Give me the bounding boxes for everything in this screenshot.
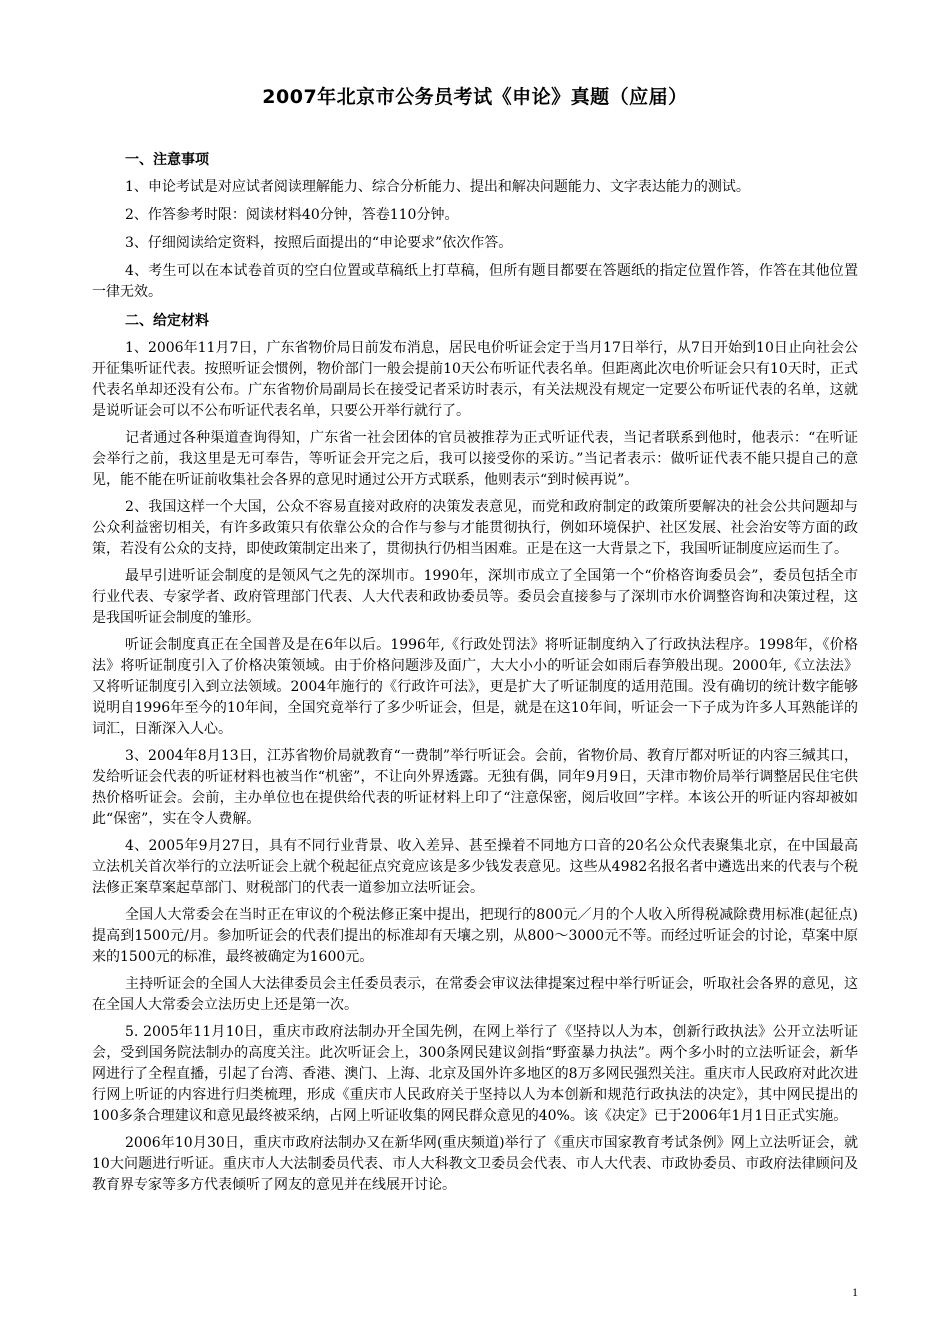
material-paragraph: 记者通过各种渠道查询得知，广东省一社会团体的官员被推荐为正式听证代表，当记者联系到他时，他表示：“在听证会举行之前，我这里是无可奉告，等听证会开完之后，我可以接受你的采访。”当记者表示：做听证代表不能只提自己的意见，能不能在听证前收集社会各界的意见时通过公开方式联系，他则表示“到时候再说”。 — [92, 430, 858, 488]
material-paragraph: 最早引进听证会制度的是领风气之先的深圳市。1990年，深圳市成立了全国第一个“价格咨询委员会”，委员包括全市行业代表、专家学者、政府管理部门代表、人大代表和政协委员等。委员会直接参与了深圳市水价调整咨询和决策过程，这是我国听证会制度的雏形。 — [92, 568, 858, 626]
material-paragraph: 听证会制度真正在全国普及是在6年以后。1996年,《行政处罚法》将听证制度纳入了行政执法程序。1998年，《价格法》将听证制度引入了价格决策领域。由于价格问题涉及面广，大大小小的听证会如雨后春笋般出现。2000年,《立法法》又将听证制度引入到立法领域。2004年施行的《行政许可法》，更是扩大了听证制度的适用范围。没有确切的统计数字能够说明自1996年至今的10年间，全国究竟举行了多少听证会，但是，就是在这10年间，听证会一下子成为许多人耳熟能详的词汇，日渐深入人心。 — [92, 637, 858, 737]
note-item: 4、考生可以在本试卷首页的空白位置或草稿纸上打草稿，但所有题目都要在答题纸的指定位置作答，作答在其他位置一律无效。 — [92, 263, 858, 300]
note-item: 1、申论考试是对应试者阅读理解能力、综合分析能力、提出和解决问题能力、文字表达能力的测试。 — [125, 179, 750, 195]
material-paragraph: 主持听证会的全国人大法律委员会主任委员表示，在常委会审议法律提案过程中举行听证会，听取社会各界的意见，这在全国人大常委会立法历史上还是第一次。 — [92, 976, 858, 1013]
page-number: 1 — [852, 1285, 858, 1299]
material-paragraph: 全国人大常委会在当时正在审议的个税法修正案中提出，把现行的800元／月的个人收入所得税减除费用标准(起征点)提高到1500元/月。参加听证会的代表们提出的标准却有天壤之别，从800～3000元不等。而经过听证会的讨论，草案中原来的1500元的标准，最终被确定为1600元。 — [92, 907, 858, 965]
material-paragraph: 1、2006年11月7日，广东省物价局日前发布消息，居民电价听证会定于当月17日举行，从7日开始到10日止向社会公开征集听证代表。按照听证会惯例，物价部门一般会提前10天公布听证代表名单。但距离此次电价听证会只有10天时，正式代表名单却还没有公布。广东省物价局副局长在接受记者采访时表示，有关法规没有规定一定要公布听证代表的名单，这就是说听证会可以不公布听证代表名单，只要公开举行就行了。 — [92, 340, 858, 419]
document-title: 2007年北京市公务员考试《申论》真题（应届） — [262, 86, 688, 108]
note-item: 2、作答参考时限：阅读材料40分钟，答卷110分钟。 — [125, 207, 459, 223]
material-paragraph: 3、2004年8月13日，江苏省物价局就教育“一费制”举行听证会。会前，省物价局、教育厅都对听证的内容三缄其口，发给听证会代表的听证材料也被当作“机密”，不让向外界透露。无独有偶，同年9月9日，天津市物价局举行调整居民住宅供热价格听证会。会前，主办单位也在提供给代表的听证材料上印了“注意保密，阅后收回”字样。本该公开的听证内容却被如此“保密”，实在令人费解。 — [92, 748, 858, 827]
section-heading-notes: 一、注意事项 — [125, 152, 209, 168]
section-notes — [92, 149, 858, 303]
material-paragraph: 2006年10月30日，重庆市政府法制办又在新华网(重庆频道)举行了《重庆市国家教育考试条例》网上立法听证会，就10大问题进行听证。重庆市人大法制委员代表、市人大科教文卫委员会代表、市人大代表、市政协委员、市政府法律顾问及教育界专家等多方代表倾听了网友的意见并在线展开讨论。 — [92, 1135, 858, 1193]
section-heading-materials: 二、给定材料 — [125, 313, 209, 329]
note-item: 3、仔细阅读给定资料，按照后面提出的“申论要求”依次作答。 — [125, 235, 513, 251]
material-paragraph: 4、2005年9月27日，具有不同行业背景、收入差异、甚至操着不同地方口音的20名公众代表聚集北京，在中国最高立法机关首次举行的立法听证会上就个税起征点究竟应该是多少钱发表意见。这些从4982名报名者中遴选出来的代表与个税法修正案草案起草部门、财税部门的代表一道参加立法听证会。 — [92, 838, 858, 896]
material-paragraph: 5. 2005年11月10日，重庆市政府法制办开全国先例，在网上举行了《坚持以人为本，创新行政执法》公开立法听证会，受到国务院法制办的高度关注。此次听证会上，300条网民建议剑指“野蛮暴力执法”。两个多小时的立法听证会，新华网进行了全程直播，引起了台湾、香港、澳门、上海、北京及国外许多地区的8万多网民强烈关注。重庆市人民政府对此次进行网上听证的内容进行归类梳理，形成《重庆市人民政府关于坚持以人为本创新和规范行政执法的决定》，其中网民提出的100多条合理建议和意见最终被采纳，占网上听证收集的网民群众意见的40%。该《决定》已于2006年1月1日正式实施。 — [92, 1024, 858, 1124]
material-paragraph: 2、我国这样一个大国，公众不容易直接对政府的决策发表意见，而党和政府制定的政策所要解决的社会公共问题却与公众利益密切相关，有许多政策只有依靠公众的合作与参与才能贯彻执行，例如环境保护、社区发展、社会治安等方面的政策，若没有公众的支持，即使政策制定出来了，贯彻执行仍相当困难。正是在这一大背景之下，我国听证制度应运而生了。 — [92, 499, 858, 557]
section-materials — [92, 310, 858, 1196]
